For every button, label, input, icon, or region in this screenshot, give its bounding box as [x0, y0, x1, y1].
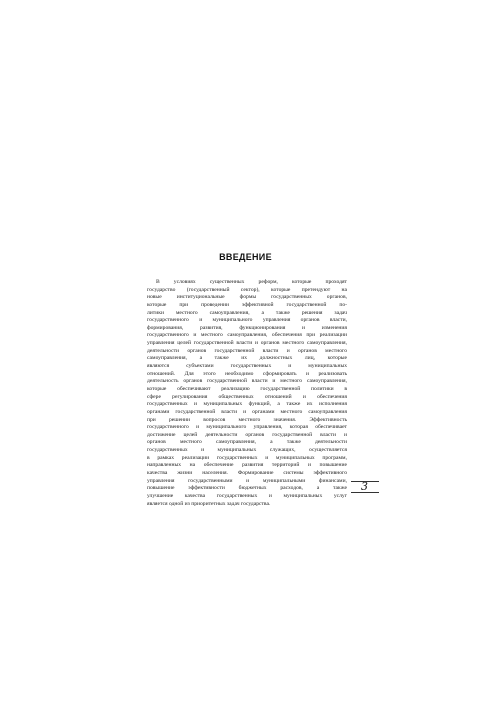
paragraph-line: улучшение качества государственных и муниципальных услуг [147, 492, 347, 499]
paragraph-line: направленных на обеспечение развития территорий и повышение [147, 462, 347, 469]
page-number: 3 [361, 480, 368, 493]
paragraph-line: государственных и муниципальных служащих, осуществляется [147, 447, 347, 454]
folio-rule-bottom [351, 492, 379, 493]
body-paragraph [147, 279, 347, 508]
paragraph-line: государственного и муниципального управления, которая обеспечивает [147, 424, 347, 431]
paragraph-line: деятельность органов государственной власти и местного самоуправления, [147, 378, 347, 385]
paragraph-line: сфере регулирования общественных отношений и обеспечения [147, 393, 347, 400]
paragraph-line: в рамках реализации государственных и муниципальных программ, [147, 454, 347, 461]
paragraph-line: государственного и местного самоуправления, обеспечения при реализации [147, 332, 347, 339]
paragraph-line: являются субъектами государственных и муниципальных [147, 363, 347, 370]
paragraph-line: при решении вопросов местного значения. Эффективность [147, 416, 347, 423]
paragraph-line: управления целей государственной власти и органов местного самоуправления, [147, 340, 347, 347]
paragraph-line: государственного и муниципального управления органов власти, [147, 317, 347, 324]
paragraph-line: повышение эффективности бюджетных расходов, а также [147, 485, 347, 492]
paragraph-line: новые институциональные формы государственных органов, [147, 294, 347, 301]
paragraph-line: которые обеспечивают реализацию государственной политики в [147, 385, 347, 392]
section-heading: ВВЕДЕНИЕ [219, 252, 272, 262]
paragraph-line: литики местного самоуправления, а также решения задач [147, 309, 347, 316]
paragraph-line: которые при проведении эффективной государственной по- [147, 301, 347, 308]
paragraph-line: государство (государственный сектор), которые претендуют на [147, 286, 347, 293]
paragraph-line: деятельности органов государственной власти и органов местного [147, 347, 347, 354]
paragraph-line: управления государственными и муниципальными финансами, [147, 477, 347, 484]
paragraph-line: органами государственной власти и органами местного самоуправления [147, 408, 347, 415]
paragraph-line: государственных и муниципальных функций, а также их исполнения [147, 401, 347, 408]
paragraph-line: формирования, развития, функционирования и изменения [147, 324, 347, 331]
paragraph-line: самоуправления, а также их должностных лиц, которые [147, 355, 347, 362]
paragraph-line: органов местного самоуправления, а также деятельности [147, 439, 347, 446]
paragraph-line: В условиях существенных реформ, которые проходят [156, 279, 347, 285]
paragraph-line: достижение целей деятельности органов государственной власти и [147, 431, 347, 438]
paragraph-line: качества жизни населения. Формирование системы эффективного [147, 470, 347, 477]
paragraph-line: отношений. Для этого необходимо сформировать и реализовать [147, 370, 347, 377]
paragraph-line: является одной из приоритетных задач государства. [147, 500, 271, 507]
